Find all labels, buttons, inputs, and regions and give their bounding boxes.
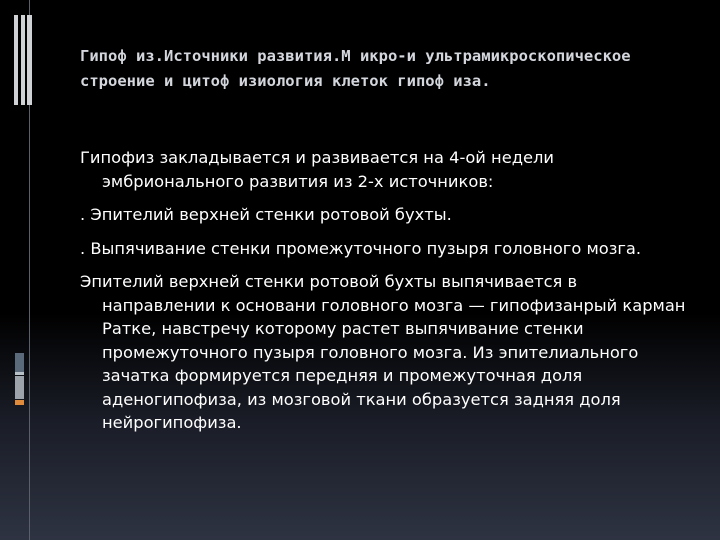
decor-bar [27,15,32,105]
decor-accent-block [15,400,24,405]
decor-bar [14,15,18,105]
slide-body [80,146,690,445]
decor-block [15,353,24,372]
decorative-bars [14,15,32,105]
paragraph: . Эпителий верхней стенки ротовой бухты. [80,205,452,224]
paragraph: . Выпячивание стенки промежуточного пузыря головного мозга. [80,238,642,258]
decor-block [15,372,24,375]
slide-title: Гипоф из.Источники развития.М икро-и ультрамикроскопическое строение и цитоф изиология клеток гипоф иза. [80,47,631,90]
paragraph: Эпителий верхней стенки ротовой бухты выпячивается в направлении к основани головного мозга — гипофизанрый карман Ратке, навстречу которому растет выпячивание стенки промежуточного пузыря головного мозга. Из эпителиального зачатка формируется передняя и промежуточная доля аденогипофиза, из мозговой ткани образуется задняя доля нейрогипофиза. [80,272,686,432]
decor-block [15,376,24,399]
decor-bar [21,15,25,105]
paragraph: Гипофиз закладывается и развивается на 4-ой недели эмбрионального развития из 2-х источников: [80,148,554,191]
